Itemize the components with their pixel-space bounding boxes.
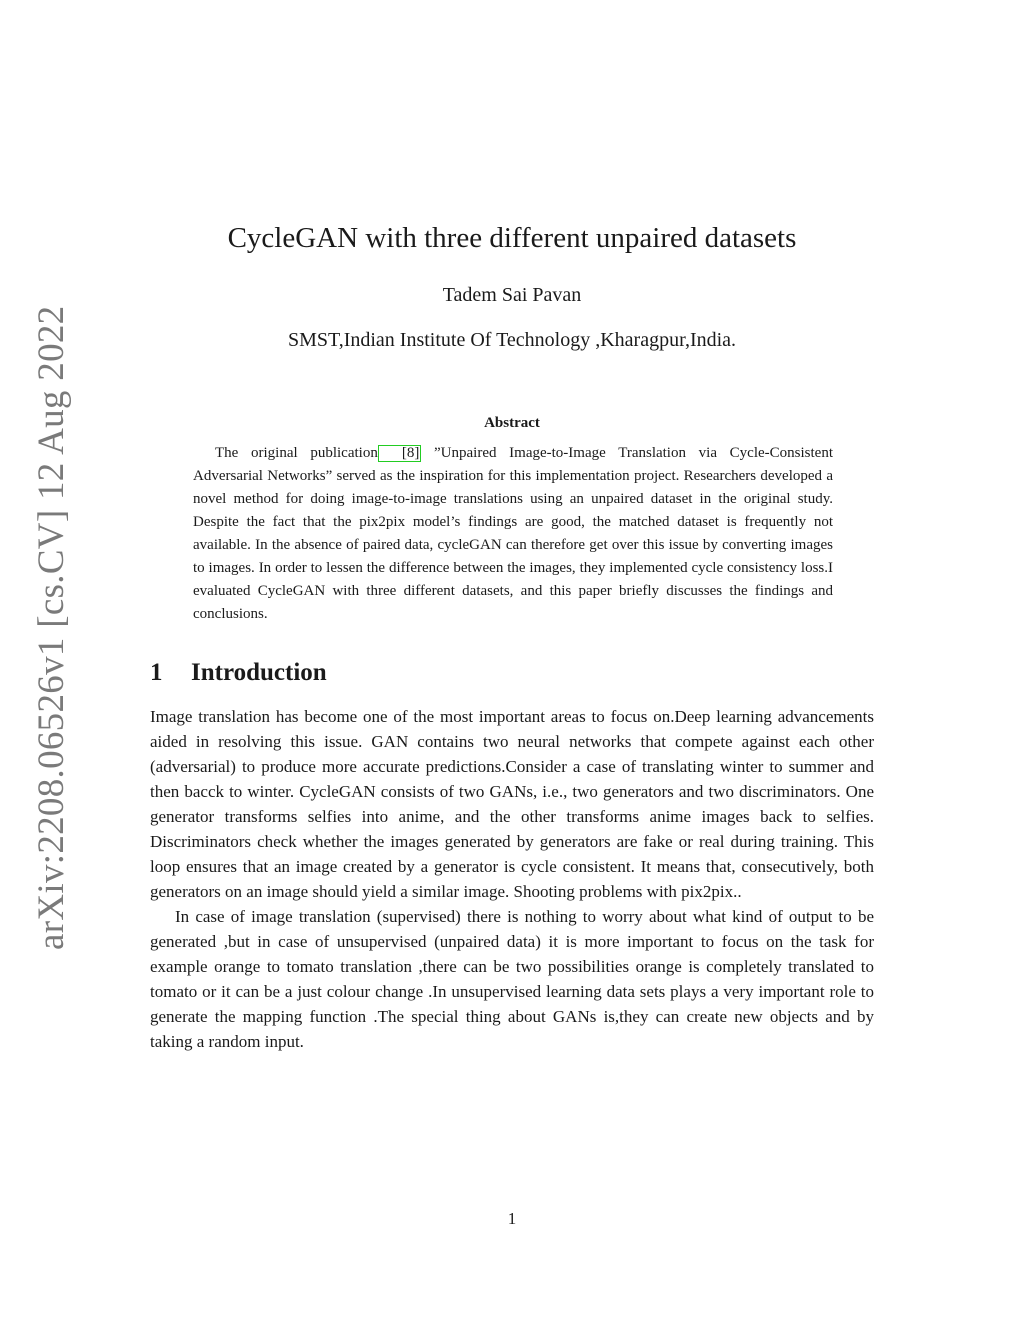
author-name: Tadem Sai Pavan — [442, 284, 582, 306]
author-affiliation: SMST,Indian Institute Of Technology ,Kharagpur,India. — [287, 329, 737, 351]
intro-paragraph-1: Image translation has become one of the most important areas to focus on.Deep learning advancements aided in resolving this issue. GAN contains two neural networks that compete against each other (adversarial) to produce more accurate predictions.Consider a case of translating winter to summer and then bacck to winter. CycleGAN consists of two GANs, i.e., two generators and two discriminators. One generator transforms selfies into anime, and the other transforms anime images back to selfies. Discriminators check whether the images generated by generators are fake or real during training. This loop ensures that an image created by a generator is cycle consistent. It means that, consecutively, both generators on an image should yield a similar image. Shooting problems with pix2pix.. — [150, 707, 874, 901]
citation-link[interactable]: [8] — [378, 445, 422, 462]
abstract-heading: Abstract — [484, 415, 540, 431]
abstract-text — [193, 442, 833, 626]
abstract-text-rest: ”Unpaired Image-to-Image Translation via Cycle-Consistent Adversarial Networks” served as the inspiration for this implementation project. Researchers developed a novel method for doing image-to-image translations using an unpaired dataset in the original study. Despite the fact that the pix2pix model’s findings are good, the matched dataset is frequently not available. In the absence of paired data, cycleGAN can therefore get over this issue by converting images to images. In order to lessen the difference between the images, they implemented cycle consistency loss.I evaluated CycleGAN with three different datasets, and this paper briefly discusses the findings and conclusions. — [193, 445, 833, 622]
citation-number: 8 — [406, 445, 415, 461]
paper-title: CycleGAN with three different unpaired datasets — [227, 222, 797, 254]
section-title: Introduction — [191, 659, 327, 686]
page-number: 1 — [507, 1209, 517, 1228]
intro-paragraph-2: In case of image translation (supervised) there is nothing to worry about what kind of output to be generated ,but in case of unsupervised (unpaired data) it is more important to focus on the task for example orange to tomato translation ,there can be two possibilities orange is completely translated to tomato or it can be a just colour change .In unsupervised learning data sets plays a very important role to generate the mapping function .The special thing about GANs is,they can create new objects and by taking a random input. — [150, 907, 874, 1051]
section-number: 1 — [150, 659, 163, 686]
arxiv-identifier: arXiv:2208.06526v1 [cs.CV] 12 Aug 2022 — [31, 305, 72, 950]
introduction-body — [150, 704, 874, 1054]
section-heading — [150, 656, 874, 690]
abstract-text-start: The original publication — [215, 445, 378, 461]
